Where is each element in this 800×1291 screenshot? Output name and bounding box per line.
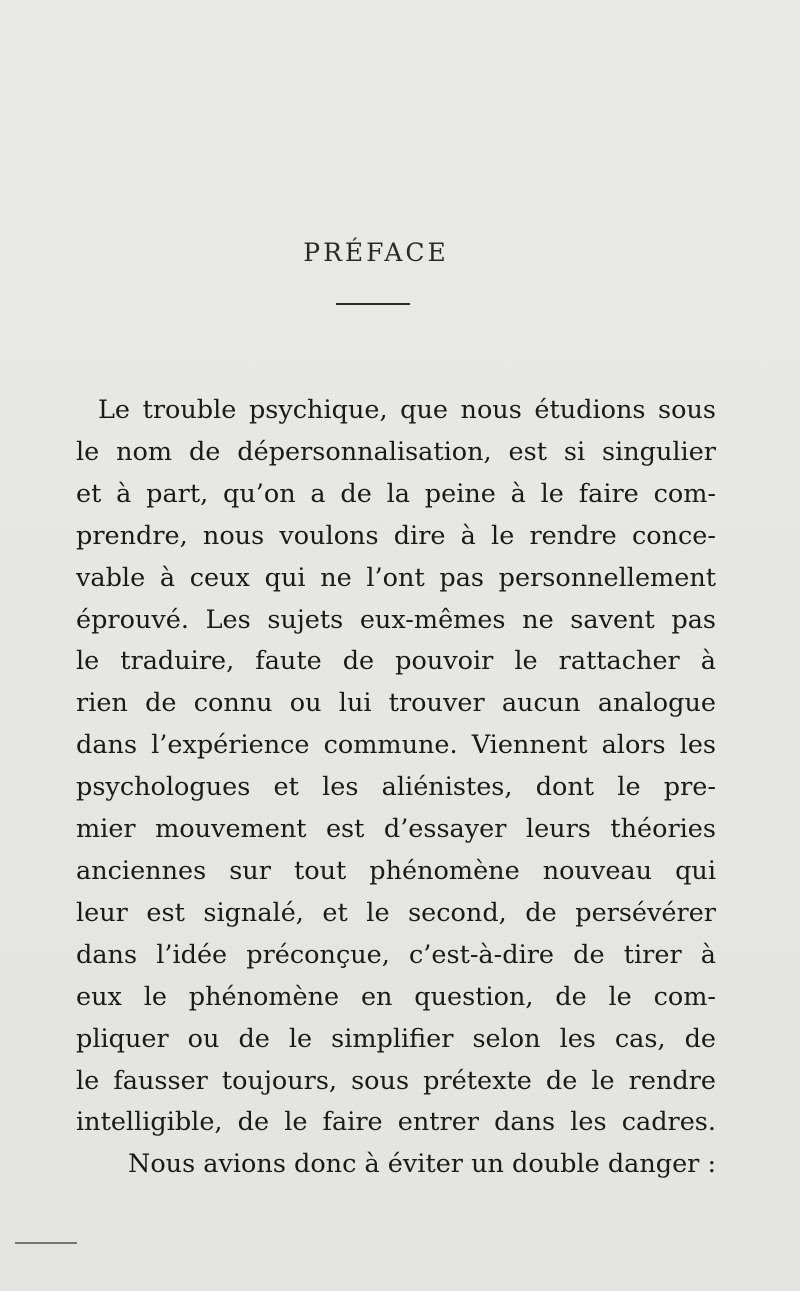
text-line: psychologues et les aliénistes, dont le pre- (76, 772, 716, 803)
text-line: prendre, nous voulons dire à le rendre conce- (76, 520, 716, 551)
margin-mark (15, 1242, 77, 1244)
text-line: leur est signalé, et le second, de persévérer (76, 897, 716, 928)
text-line: Le trouble psychique, que nous étudions sous (98, 395, 716, 425)
text-line: rien de connu ou lui trouver aucun analogue (76, 688, 716, 719)
text-line: anciennes sur tout phénomène nouveau qui (76, 855, 716, 886)
text-line: vable à ceux qui ne l’ont pas personnellement (76, 562, 716, 593)
title-rule (336, 303, 410, 305)
text-line: eux le phénomène en question, de le com- (76, 981, 716, 1012)
text-line: le traduire, faute de pouvoir le rattacher à (76, 646, 716, 677)
text-line: intelligible, de le faire entrer dans les cadres. (76, 1107, 716, 1138)
text-line: mier mouvement est d’essayer leurs théories (76, 814, 716, 845)
body-text (76, 390, 716, 1186)
text-line: dans l’idée préconçue, c’est-à-dire de tirer à (76, 939, 716, 970)
text-line: éprouvé. Les sujets eux-mêmes ne savent pas (76, 604, 716, 635)
text-line: et à part, qu’on a de la peine à le faire com- (76, 478, 716, 509)
text-line: dans l’expérience commune. Viennent alors les (76, 730, 716, 761)
text-line: le fausser toujours, sous prétexte de le rendre (76, 1065, 716, 1096)
text-line: Nous avions donc à éviter un double danger : (128, 1149, 717, 1180)
page-title: PRÉFACE (303, 238, 449, 267)
text-line: le nom de dépersonnalisation, est si singulier (76, 436, 716, 467)
text-line: pliquer ou de le simplifier selon les cas, de (76, 1023, 716, 1054)
